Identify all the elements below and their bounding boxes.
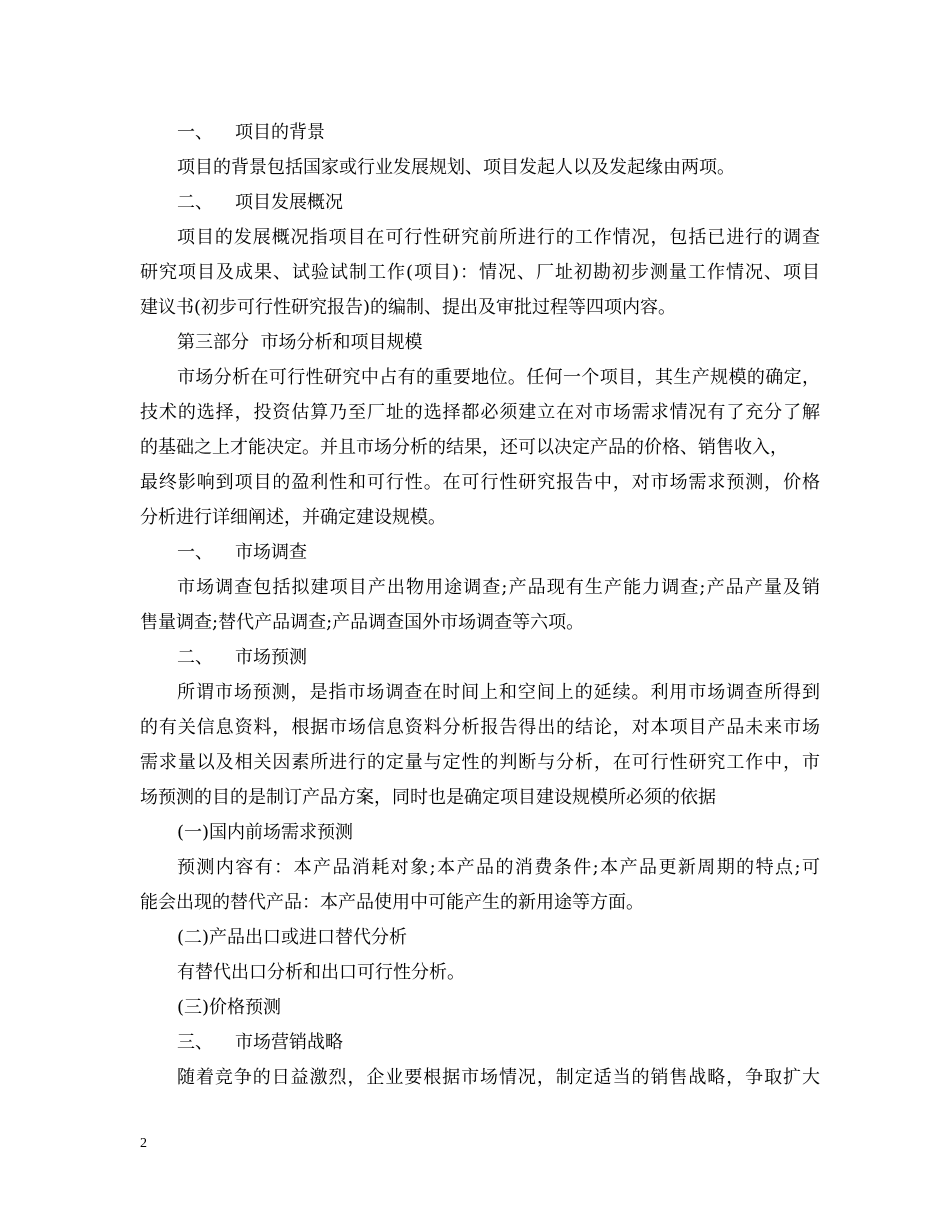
document-body: [140, 115, 820, 1095]
heading-number: 一、: [177, 122, 213, 143]
paragraph-line: 有替代出口分析和出口可行性分析。: [177, 962, 465, 983]
paragraph-line: 随着竞争的日益激烈，企业要根据市场情况，制定适当的销售战略，争取扩大: [177, 1067, 820, 1088]
heading-text: 市场调查: [235, 542, 307, 563]
heading-project-background: [140, 115, 820, 150]
subheading-domestic-demand: (一)国内前场需求预测: [177, 822, 354, 843]
paragraph-line: 研究项目及成果、试验试制工作(项目)：情况、厂址初勘初步测量工作情况、项目: [140, 262, 820, 283]
heading-text: 项目发展概况: [235, 192, 343, 213]
paragraph-line: 场预测的目的是制订产品方案，同时也是确定项目建设规模所必须的依据: [140, 787, 716, 808]
paragraph-line: 需求量以及相关因素所进行的定量与定性的判断与分析，在可行性研究工作中，市: [140, 752, 820, 773]
paragraph-line: 市场分析在可行性研究中占有的重要地位。任何一个项目，其生产规模的确定，: [177, 367, 820, 388]
heading-text: 项目的背景: [235, 122, 325, 143]
heading-text: 市场预测: [235, 647, 307, 668]
subheading-price-forecast: (三)价格预测: [177, 997, 282, 1018]
paragraph-line: 售量调查;替代产品调查;产品调查国外市场调查等六项。: [140, 612, 585, 633]
heading-market-forecast: [140, 640, 820, 675]
paragraph-line: 所谓市场预测，是指市场调查在时间上和空间上的延续。利用市场调查所得到: [177, 682, 820, 703]
paragraph-line: 预测内容有：本产品消耗对象;本产品的消费条件;本产品更新周期的特点;可: [177, 857, 820, 878]
paragraph-line: 技术的选择，投资估算乃至厂址的选择都必须建立在对市场需求情况有了充分了解: [140, 402, 820, 423]
page-number: 2: [140, 1136, 147, 1151]
heading-number: 一、: [177, 542, 213, 563]
paragraph-line: 分析进行详细阐述，并确定建设规模。: [140, 507, 446, 528]
paragraph-line: 项目的背景包括国家或行业发展规划、项目发起人以及发起缘由两项。: [177, 157, 735, 178]
heading-market-survey: [140, 535, 820, 570]
paragraph-line: 建议书(初步可行性研究报告)的编制、提出及审批过程等四项内容。: [140, 297, 677, 318]
heading-number: 二、: [177, 647, 213, 668]
part-three-heading: 第三部分 市场分析和项目规模: [177, 332, 423, 353]
heading-project-overview: [140, 185, 820, 220]
heading-marketing-strategy: [140, 1025, 820, 1060]
paragraph-line: 市场调查包括拟建项目产出物用途调查;产品现有生产能力调查;产品产量及销: [177, 577, 820, 598]
heading-number: 三、: [177, 1032, 213, 1053]
paragraph-line: 的基础之上才能决定。并且市场分析的结果，还可以决定产品的价格、销售收入，: [140, 437, 788, 458]
heading-text: 市场营销战略: [235, 1032, 343, 1053]
subheading-export-analysis: (二)产品出口或进口替代分析: [177, 927, 408, 948]
paragraph-line: 项目的发展概况指项目在可行性研究前所进行的工作情况，包括已进行的调查: [177, 227, 820, 248]
paragraph-line: 能会出现的替代产品：本产品使用中可能产生的新用途等方面。: [140, 892, 644, 913]
paragraph-line: 的有关信息资料，根据市场信息资料分析报告得出的结论，对本项目产品未来市场: [140, 717, 820, 738]
paragraph-line: 最终影响到项目的盈利性和可行性。在可行性研究报告中，对市场需求预测，价格: [140, 472, 820, 493]
heading-number: 二、: [177, 192, 213, 213]
